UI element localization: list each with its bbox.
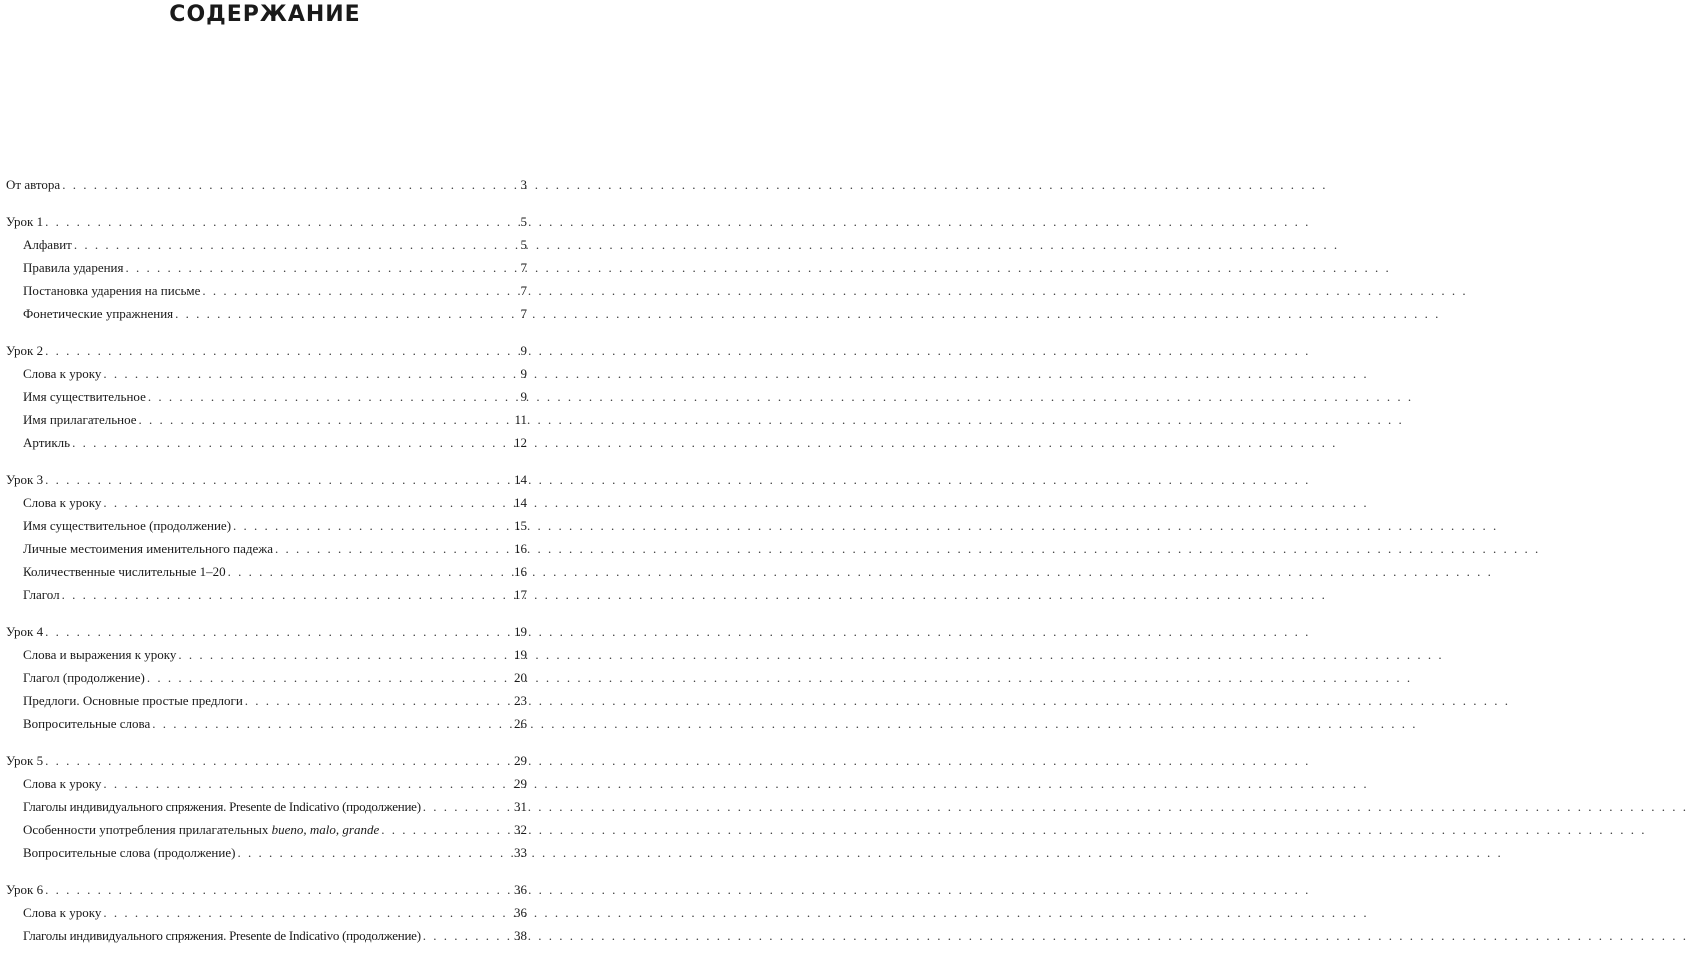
toc-entry-page: 16 xyxy=(514,541,527,556)
toc-entry-page: 7 xyxy=(520,260,527,275)
toc-entry-page: 17 xyxy=(514,587,527,602)
toc-entry-page: 12 xyxy=(514,435,527,450)
toc-entry-page: 15 xyxy=(514,518,527,533)
toc-subentry[interactable] xyxy=(6,818,527,841)
toc-subentry[interactable] xyxy=(6,514,527,537)
toc-entry-label: Урок 5 xyxy=(6,753,44,768)
toc-entry-label: Слова и выражения к уроку xyxy=(23,647,177,662)
toc-entry-page: 14 xyxy=(514,495,527,510)
toc-entry-label: Имя прилагательное xyxy=(23,412,137,427)
toc-entry-page: 7 xyxy=(520,283,527,298)
dot-leader xyxy=(137,408,515,431)
toc-entry-lesson-3[interactable] xyxy=(6,468,527,491)
toc-entry-label: Личные местоимения именительного падежа xyxy=(23,541,274,556)
toc-subentry[interactable] xyxy=(6,901,527,924)
toc-entry-label: Количественные числительные 1–20 xyxy=(23,564,226,579)
toc-entry-lesson-5[interactable] xyxy=(6,749,527,772)
toc-subentry[interactable] xyxy=(6,362,527,385)
dot-leader xyxy=(226,560,514,583)
dot-leader xyxy=(379,818,514,841)
toc-entry-label: Глаголы индивидуального спряжения. Presente de Indicativo (продолжение) xyxy=(23,928,421,943)
toc-entry-label: Глаголы индивидуального спряжения. Presente de Indicativo (продолжение) xyxy=(23,799,421,814)
page-title: СОДЕРЖАНИЕ xyxy=(169,2,361,27)
toc-entry-label: Урок 6 xyxy=(6,882,44,897)
toc-subentry[interactable] xyxy=(6,431,527,454)
toc-entry-label: От автора xyxy=(6,177,61,192)
toc-entry-page: 33 xyxy=(514,845,527,860)
toc-subentry[interactable] xyxy=(6,233,527,256)
dot-leader xyxy=(60,583,514,606)
toc-entry-label: Вопросительные слова (продолжение) xyxy=(23,845,236,860)
toc-entry-page: 16 xyxy=(514,564,527,579)
toc-entry-label: Имя существительное xyxy=(23,389,146,404)
toc-group-lesson-5 xyxy=(6,749,527,864)
toc-subentry[interactable] xyxy=(6,795,527,818)
toc-entry-label: Урок 1 xyxy=(6,214,44,229)
toc-entry-page: 5 xyxy=(520,237,527,252)
toc-entry-label: Слова к уроку xyxy=(23,776,102,791)
toc-entry-intro[interactable] xyxy=(6,173,527,196)
toc-entry-label: Вопросительные слова xyxy=(23,716,151,731)
dot-leader xyxy=(231,514,514,537)
toc-entry-page: 11 xyxy=(514,412,527,427)
toc-entry-page: 9 xyxy=(520,389,527,404)
toc-entry-lesson-2[interactable] xyxy=(6,339,527,362)
toc-entry-label: Глагол xyxy=(23,587,60,602)
toc-subentry[interactable] xyxy=(6,841,527,864)
toc-subentry[interactable] xyxy=(6,643,527,666)
toc-subentry[interactable] xyxy=(6,408,527,431)
dot-leader xyxy=(145,666,514,689)
dot-leader xyxy=(101,491,514,514)
dot-leader xyxy=(43,620,514,643)
toc-subentry[interactable] xyxy=(6,302,527,325)
toc-entry-page: 23 xyxy=(514,693,527,708)
toc-subentry[interactable] xyxy=(6,537,527,560)
toc-entry-page: 26 xyxy=(514,716,527,731)
dot-leader xyxy=(421,924,514,947)
toc-entry-page: 36 xyxy=(514,882,527,897)
toc-subentry[interactable] xyxy=(6,256,527,279)
dot-leader xyxy=(43,878,514,901)
toc-entry-page: 3 xyxy=(520,177,527,192)
toc-subentry[interactable] xyxy=(6,712,527,735)
toc-entry-page: 32 xyxy=(514,822,527,837)
toc-entry-lesson-4[interactable] xyxy=(6,620,527,643)
toc-entry-label: Слова к уроку xyxy=(23,495,102,510)
dot-leader xyxy=(200,279,520,302)
toc-entry-page: 19 xyxy=(514,624,527,639)
dot-leader xyxy=(101,901,514,924)
dot-leader xyxy=(150,712,514,735)
dot-leader xyxy=(243,689,514,712)
toc-entry-label-italic: bueno, malo, grande xyxy=(271,822,380,837)
document-page xyxy=(0,0,530,943)
dot-leader xyxy=(60,173,520,196)
toc-entry-label: Урок 4 xyxy=(6,624,44,639)
toc-entry-page: 9 xyxy=(520,343,527,358)
toc-subentry[interactable] xyxy=(6,666,527,689)
toc-subentry[interactable] xyxy=(6,772,527,795)
toc-entry-page: 38 xyxy=(514,928,527,943)
toc-entry-page: 5 xyxy=(520,214,527,229)
dot-leader xyxy=(235,841,514,864)
dot-leader xyxy=(101,772,514,795)
toc-entry-lesson-1[interactable] xyxy=(6,210,527,233)
dot-leader xyxy=(72,233,521,256)
toc-entry-label xyxy=(23,818,379,841)
toc-entry-label: Урок 3 xyxy=(6,472,44,487)
dot-leader xyxy=(43,468,514,491)
toc-entry-label: Урок 2 xyxy=(6,343,44,358)
toc-entry-label: Предлоги. Основные простые предлоги xyxy=(23,693,243,708)
dot-leader xyxy=(124,256,521,279)
dot-leader xyxy=(273,537,514,560)
toc-group-lesson-1 xyxy=(6,210,527,325)
dot-leader xyxy=(176,643,514,666)
toc-entry-page: 7 xyxy=(520,306,527,321)
toc-entry-label: Слова к уроку xyxy=(23,905,102,920)
toc-group-lesson-4 xyxy=(6,620,527,735)
toc-entry-label: Фонетические упражнения xyxy=(23,306,174,321)
dot-leader xyxy=(146,385,521,408)
toc-entry-page: 20 xyxy=(514,670,527,685)
dot-leader xyxy=(101,362,520,385)
toc-group-lesson-2 xyxy=(6,339,527,454)
toc-entry-label: Правила ударения xyxy=(23,260,124,275)
toc-entry-label: Постановка ударения на письме xyxy=(23,283,201,298)
toc-entry-page: 29 xyxy=(514,753,527,768)
dot-leader xyxy=(173,302,520,325)
toc-entry-page: 36 xyxy=(514,905,527,920)
toc-entry-label: Слова к уроку xyxy=(23,366,102,381)
toc-subentry[interactable] xyxy=(6,583,527,606)
toc-subentry[interactable] xyxy=(6,560,527,583)
toc-entry-label: Алфавит xyxy=(23,237,72,252)
dot-leader xyxy=(43,339,520,362)
toc-entry-page: 14 xyxy=(514,472,527,487)
toc-entry-page: 29 xyxy=(514,776,527,791)
toc-subentry[interactable] xyxy=(6,279,527,302)
toc-subentry[interactable] xyxy=(6,924,527,947)
toc-entry-lesson-6[interactable] xyxy=(6,878,527,901)
dot-leader xyxy=(43,210,520,233)
toc-subentry[interactable] xyxy=(6,385,527,408)
toc-entry-label: Глагол (продолжение) xyxy=(23,670,145,685)
toc-subentry[interactable] xyxy=(6,689,527,712)
toc-entry-label: Имя существительное (продолжение) xyxy=(23,518,232,533)
toc-entry-page: 9 xyxy=(520,366,527,381)
dot-leader xyxy=(70,431,514,454)
toc-group-intro xyxy=(6,173,527,196)
toc-group-lesson-6 xyxy=(6,878,527,947)
toc-entry-label: Артикль xyxy=(23,435,71,450)
toc-entry-page: 19 xyxy=(514,647,527,662)
dot-leader xyxy=(43,749,514,772)
toc-group-lesson-3 xyxy=(6,468,527,606)
dot-leader xyxy=(421,795,514,818)
toc-entry-page: 31 xyxy=(514,799,527,814)
toc-entry-label-text: Особенности употребления прилагательных xyxy=(23,822,272,837)
table-of-contents xyxy=(6,173,527,961)
toc-subentry[interactable] xyxy=(6,491,527,514)
